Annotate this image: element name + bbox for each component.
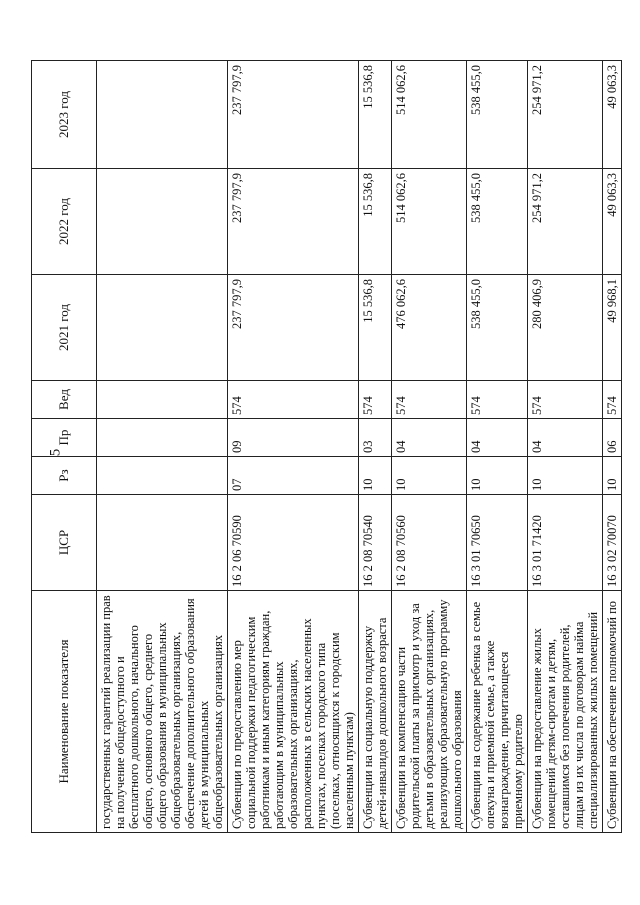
row-pr: 04	[467, 419, 528, 457]
budget-table	[31, 60, 622, 833]
header-csr: ЦСР	[32, 495, 97, 591]
row-rz	[97, 457, 228, 495]
table-row	[359, 61, 392, 833]
header-pr: Пр	[32, 419, 97, 457]
row-pr	[97, 419, 228, 457]
row-ved: 574	[603, 381, 622, 419]
row-rz: 10	[528, 457, 603, 495]
row-pr: 03	[359, 419, 392, 457]
row-rz: 10	[467, 457, 528, 495]
table-row	[528, 61, 603, 833]
table-row	[97, 61, 228, 833]
header-2022: 2022 год	[32, 169, 97, 275]
row-2023: 49 063,3	[603, 61, 622, 169]
row-2022: 514 062,6	[392, 169, 467, 275]
table-row	[603, 61, 622, 833]
rotated-table-container	[31, 59, 635, 833]
header-2021: 2021 год	[32, 275, 97, 381]
header-2023: 2023 год	[32, 61, 97, 169]
row-rz: 10	[603, 457, 622, 495]
row-2023: 514 062,6	[392, 61, 467, 169]
row-rz: 10	[359, 457, 392, 495]
row-csr: 16 3 01 70650	[467, 495, 528, 591]
row-name: Субвенции на социальную поддержку детей-инвалидов дошкольного возраста	[359, 591, 392, 833]
row-ved: 574	[359, 381, 392, 419]
row-2022: 49 063,3	[603, 169, 622, 275]
row-2022: 538 455,0	[467, 169, 528, 275]
row-2022: 15 536,8	[359, 169, 392, 275]
row-ved: 574	[467, 381, 528, 419]
header-rz: Рз	[32, 457, 97, 495]
table-row	[467, 61, 528, 833]
row-csr: 16 2 06 70590	[228, 495, 359, 591]
row-pr: 09	[228, 419, 359, 457]
table-row	[392, 61, 467, 833]
row-2023	[97, 61, 228, 169]
table-header-row	[32, 61, 97, 833]
row-pr: 06	[603, 419, 622, 457]
row-2021: 15 536,8	[359, 275, 392, 381]
table-row	[228, 61, 359, 833]
row-ved: 574	[392, 381, 467, 419]
row-2023: 254 971,2	[528, 61, 603, 169]
row-2021: 237 797,9	[228, 275, 359, 381]
row-2021: 49 968,1	[603, 275, 622, 381]
row-2023: 237 797,9	[228, 61, 359, 169]
row-csr: 16 3 01 71420	[528, 495, 603, 591]
row-name: Субвенции на обеспечение полномочий по	[603, 591, 622, 833]
row-2021: 476 062,6	[392, 275, 467, 381]
row-name: Субвенции на содержание ребенка в семье опекуна и приемной семье, а также вознаграждение, причитающееся приемному родителю	[467, 591, 528, 833]
row-2023: 15 536,8	[359, 61, 392, 169]
row-2021	[97, 275, 228, 381]
row-name: Субвенции по предоставлению мер социальной поддержки педагогическим работникам и иным категориям граждан, работающим в муниципальных образовательных организациях, расположенных в сельских населенных пунктах, поселках городского типа (поселках, относящихся к городским населенным пунктам)	[228, 591, 359, 833]
row-csr: 16 2 08 70560	[392, 495, 467, 591]
row-rz: 07	[228, 457, 359, 495]
row-pr: 04	[392, 419, 467, 457]
row-ved	[97, 381, 228, 419]
header-ved: Вед	[32, 381, 97, 419]
header-name: Наименование показателя	[32, 591, 97, 833]
row-ved: 574	[528, 381, 603, 419]
row-name: Субвенции на предоставление жилых помещений детям-сиротам и детям, оставшимся без попечения родителей, лицам из их числа по договорам найма специализированных жилых помещений	[528, 591, 603, 833]
page-number: 5	[47, 448, 64, 457]
row-2023: 538 455,0	[467, 61, 528, 169]
row-2022: 237 797,9	[228, 169, 359, 275]
row-csr: 16 3 02 70070	[603, 495, 622, 591]
row-2021: 280 406,9	[528, 275, 603, 381]
row-name: Субвенции на компенсацию части родительской платы за присмотр и уход за детьми в образовательных организациях, реализующих образовательную программу дошкольного образования	[392, 591, 467, 833]
row-2021: 538 455,0	[467, 275, 528, 381]
row-csr	[97, 495, 228, 591]
row-2022	[97, 169, 228, 275]
row-2022: 254 971,2	[528, 169, 603, 275]
row-pr: 04	[528, 419, 603, 457]
row-csr: 16 2 08 70540	[359, 495, 392, 591]
row-rz: 10	[392, 457, 467, 495]
row-name: государственных гарантий реализации прав на получение общедоступного и бесплатного дошкольного, начального общего, основного общего, среднего общего образования в муниципальных общеобразовательных организациях, обеспечение дополнительного образования детей в муниципальных общеобразовательных организациях	[97, 591, 228, 833]
row-ved: 574	[228, 381, 359, 419]
